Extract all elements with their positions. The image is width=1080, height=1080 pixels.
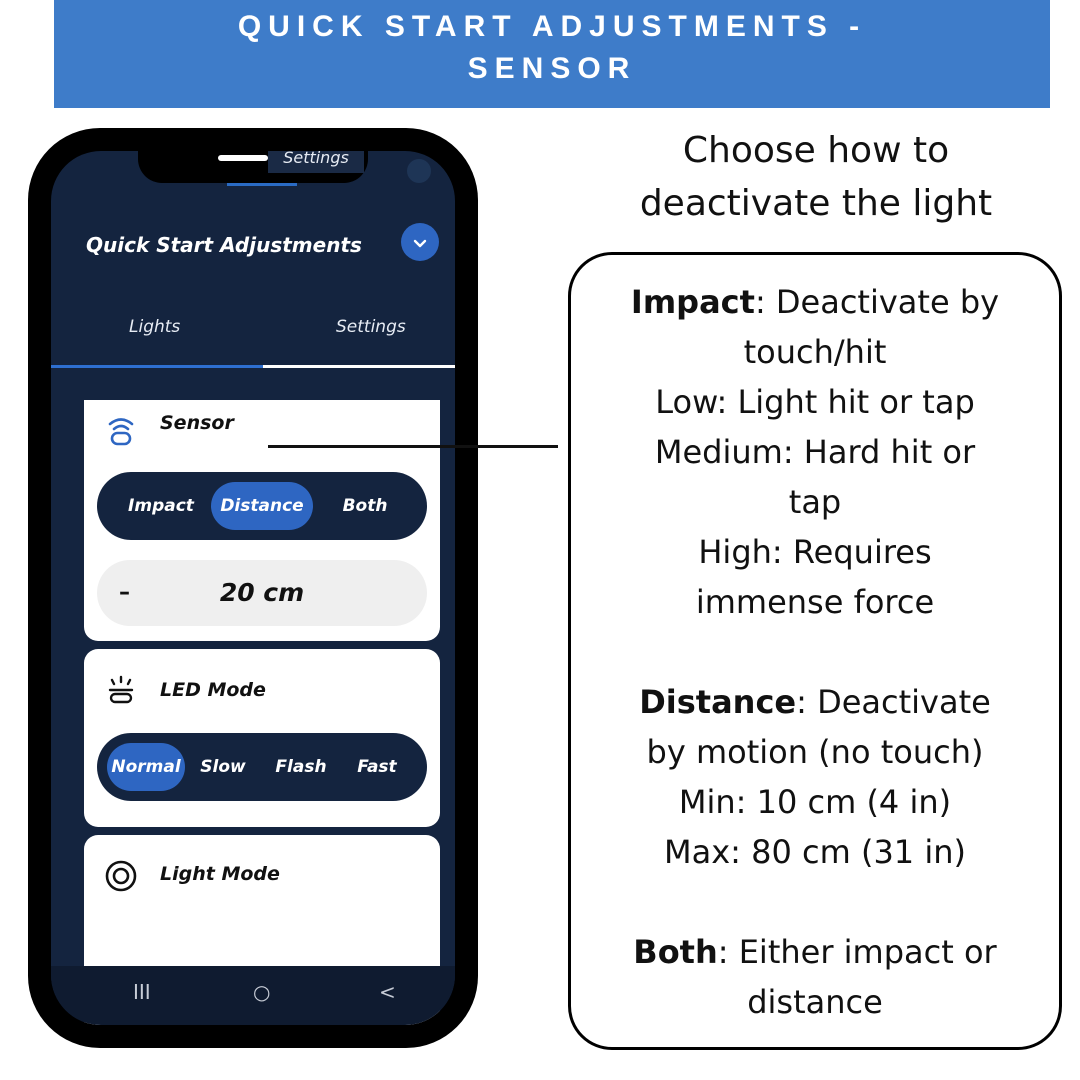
decrement-button[interactable]: – [119,580,130,605]
impact-high-2: immense force [695,583,935,621]
light-mode-title: Light Mode [160,863,280,885]
spacer [601,877,1029,927]
banner [54,0,1050,108]
recent-apps-button[interactable]: III [133,980,151,1004]
speaker-pill [218,155,268,161]
system-nav-bar [51,966,455,1025]
info-heading [610,124,1022,230]
impact-high: High: Requires [698,533,932,571]
camera-dot [407,159,431,183]
back-button[interactable]: < [379,980,396,1004]
sensor-card [84,400,440,641]
phone-screen [51,151,455,1025]
sensor-mode-selector [97,472,427,540]
spacer [601,627,1029,677]
led-mode-card [84,649,440,827]
info-box [568,252,1062,1050]
sensor-option-both[interactable]: Both [342,496,388,516]
notch [138,151,368,183]
impact-desc: : Deactivate by [754,283,1000,321]
app-title: Quick Start Adjustments [86,233,362,257]
impact-medium: Medium: Hard hit or [654,433,976,471]
tab-lights[interactable]: Lights [129,317,181,337]
distance-term: Distance [639,683,797,721]
tab-settings[interactable]: Settings [336,317,406,337]
led-option-normal[interactable]: Normal [107,743,185,791]
led-mode-selector [97,733,427,801]
distance-min: Min: 10 cm (4 in) [678,783,952,821]
collapse-button[interactable] [401,223,439,261]
notch-settings-label: Settings [268,151,364,173]
led-option-fast[interactable]: Fast [357,757,397,777]
led-mode-title: LED Mode [160,679,266,701]
impact-desc-2: touch/hit [743,333,887,371]
tab-indicator-lights [51,365,263,368]
target-icon [104,859,138,893]
both-term: Both [633,933,718,971]
sensor-title: Sensor [160,412,234,434]
impact-low: Low: Light hit or tap [655,383,975,421]
info-heading-line2: deactivate the light [639,183,993,224]
sensor-icon [104,414,138,448]
distance-line [601,677,1029,727]
impact-line [601,277,1029,327]
distance-max: Max: 80 cm (31 in) [664,833,966,871]
banner-title-line2: SENSOR [467,52,637,85]
banner-title-line1: QUICK START ADJUSTMENTS - [237,10,867,43]
tab-indicator-settings [263,365,455,368]
led-option-slow[interactable]: Slow [200,757,246,777]
distance-value: 20 cm [219,578,305,607]
distance-desc-2: by motion (no touch) [646,733,984,771]
led-option-flash[interactable]: Flash [275,757,327,777]
home-button[interactable]: ○ [253,980,271,1004]
distance-desc: : Deactivate [796,683,991,721]
impact-term: Impact [630,283,755,321]
top-indicator [227,183,297,186]
sensor-option-impact[interactable]: Impact [128,496,194,516]
info-heading-line1: Choose how to [682,130,950,171]
impact-medium-2: tap [788,483,842,521]
both-desc-2: distance [747,983,883,1021]
both-line [601,927,1029,977]
distance-stepper [97,560,427,626]
phone-frame [28,128,478,1048]
led-icon [104,673,138,707]
callout-connector-line [268,445,558,448]
both-desc: : Either impact or [717,933,997,971]
chevron-down-icon [412,235,428,251]
sensor-option-distance[interactable]: Distance [211,482,313,530]
